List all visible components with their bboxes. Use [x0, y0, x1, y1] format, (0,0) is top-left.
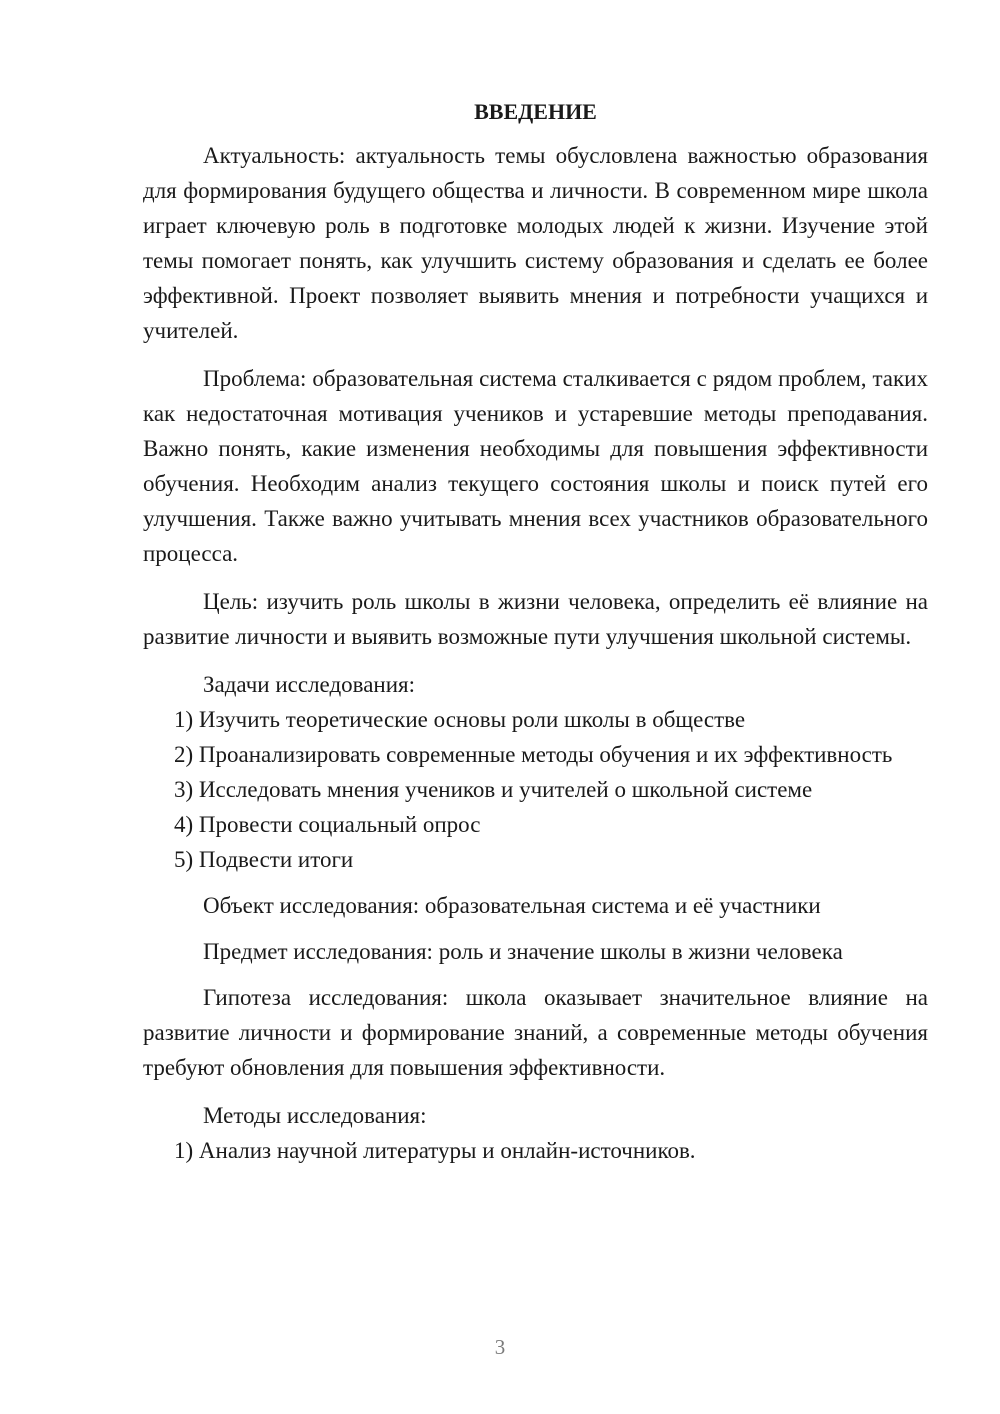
method-item-1: 1) Анализ научной литературы и онлайн-источников.	[174, 1138, 696, 1163]
document-body	[143, 98, 928, 1168]
relevance-paragraph: Актуальность: актуальность темы обусловлена важностью образования для формирования будущего общества и личности. В современном мире школа играет ключевую роль в подготовке молодых людей к жизни. Изучение этой темы помогает понять, как улучшить систему образования и сделать ее более эффективной. Проект позволяет выявить мнения и потребности учащихся и учителей.	[143, 143, 928, 343]
page-title: ВВЕДЕНИЕ	[474, 99, 597, 124]
goal-paragraph: Цель: изучить роль школы в жизни человека, определить её влияние на развитие личности и выявить возможные пути улучшения школьной системы.	[143, 589, 928, 649]
task-item-4: 4) Провести социальный опрос	[174, 812, 481, 837]
page-number: 3	[494, 1335, 506, 1359]
tasks-heading: Задачи исследования:	[203, 672, 416, 697]
subject-paragraph: Предмет исследования: роль и значение школы в жизни человека	[203, 939, 843, 964]
methods-heading: Методы исследования:	[203, 1103, 427, 1128]
task-item-2: 2) Проанализировать современные методы обучения и их эффективность	[174, 742, 893, 767]
task-item-5: 5) Подвести итоги	[174, 847, 354, 872]
object-paragraph: Объект исследования: образовательная система и её участники	[203, 893, 821, 918]
hypothesis-paragraph: Гипотеза исследования: школа оказывает значительное влияние на развитие личности и формирование знаний, а современные методы обучения требуют обновления для повышения эффективности.	[143, 985, 928, 1080]
task-item-1: 1) Изучить теоретические основы роли школы в обществе	[174, 707, 746, 732]
problem-paragraph: Проблема: образовательная система сталкивается с рядом проблем, таких как недостаточная мотивация учеников и устаревшие методы преподавания. Важно понять, какие изменения необходимы для повышения эффективности обучения. Необходим анализ текущего состояния школы и поиск путей его улучшения. Также важно учитывать мнения всех участников образовательного процесса.	[143, 366, 928, 566]
task-item-3: 3) Исследовать мнения учеников и учителей о школьной системе	[174, 777, 813, 802]
